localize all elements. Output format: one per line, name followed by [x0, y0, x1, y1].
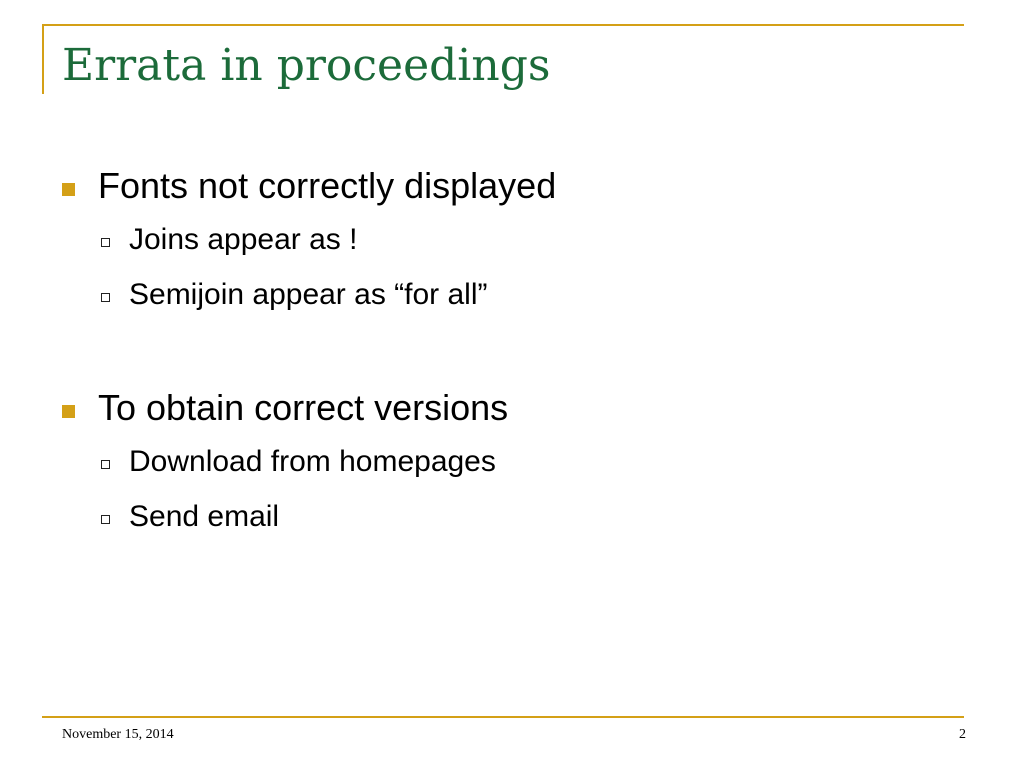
- hollow-square-bullet-icon: [101, 293, 110, 302]
- hollow-square-bullet-icon: [101, 460, 110, 469]
- hollow-square-bullet-icon: [101, 515, 110, 524]
- slide-content: [62, 160, 962, 544]
- bottom-accent-rule: [42, 716, 964, 718]
- bullet-text: To obtain correct versions: [98, 387, 509, 428]
- bullet-item: [62, 382, 962, 434]
- sub-bullet-text: Download from homepages: [129, 444, 496, 478]
- sub-bullet-item: [62, 212, 962, 267]
- filled-square-bullet-icon: [62, 183, 75, 196]
- top-accent-rule: [42, 24, 964, 26]
- page-number: 2: [959, 727, 966, 742]
- bullet-spacer: [62, 322, 962, 382]
- sub-bullet-text: Joins appear as !: [129, 222, 358, 256]
- sub-bullet-item: [62, 434, 962, 489]
- hollow-square-bullet-icon: [101, 238, 110, 247]
- sub-bullet-item: [62, 267, 962, 322]
- sub-bullet-text: Semijoin appear as “for all”: [129, 277, 488, 311]
- slide-title: Errata in proceedings: [62, 40, 551, 91]
- left-accent-rule: [42, 24, 44, 94]
- bullet-text: Fonts not correctly displayed: [98, 165, 557, 206]
- filled-square-bullet-icon: [62, 405, 75, 418]
- bullet-item: [62, 160, 962, 212]
- sub-bullet-text: Send email: [129, 499, 280, 533]
- sub-bullet-item: [62, 489, 962, 544]
- footer-date: November 15, 2014: [62, 727, 174, 742]
